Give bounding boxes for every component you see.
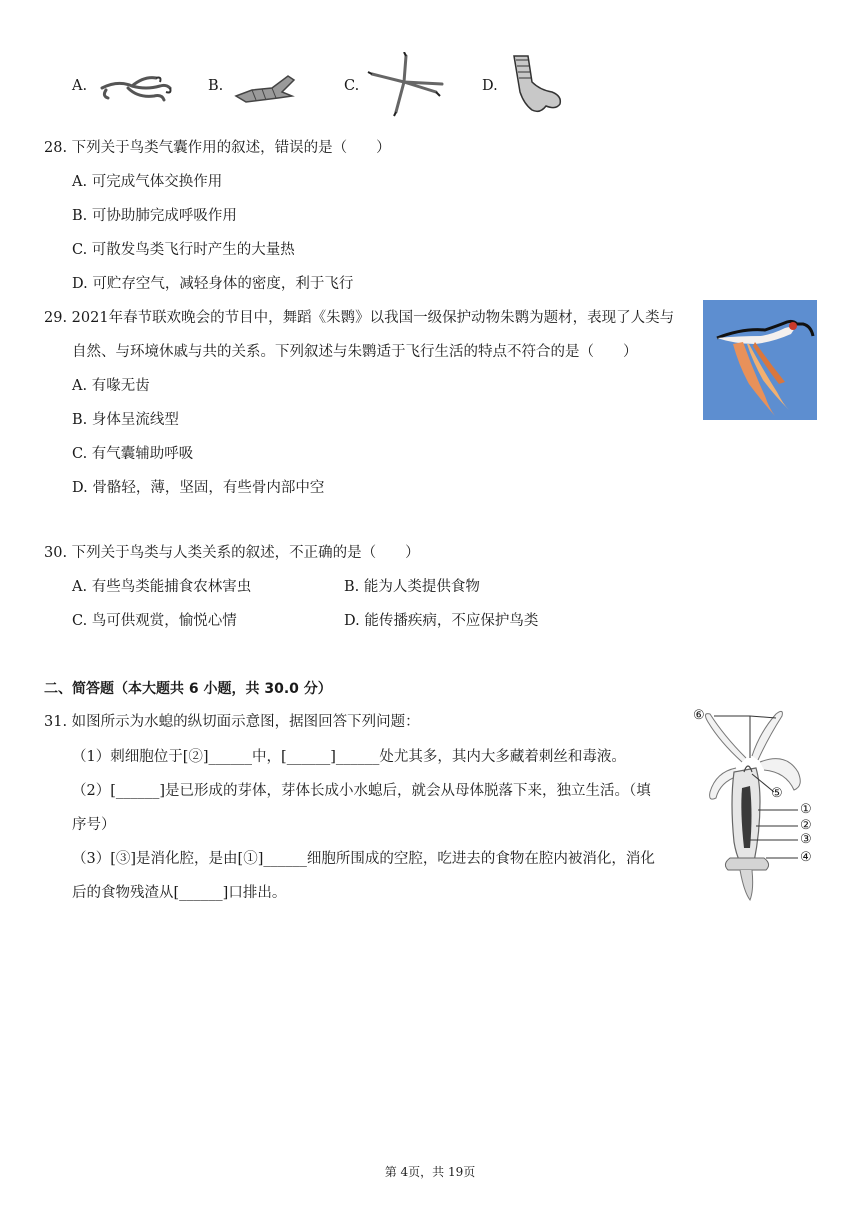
bird-foot-wading-icon: [366, 52, 446, 118]
question-31-part2-cont: 序号）: [72, 817, 116, 833]
question-30-stem: 30. 下列关于鸟类与人类关系的叙述，不正确的是（ ）: [44, 545, 420, 561]
question-28-stem: 28. 下列关于鸟类气囊作用的叙述，错误的是（ ）: [44, 140, 391, 156]
section-heading: 二、简答题（本大题共 6 小题，共 30.0 分）: [44, 681, 332, 697]
question-28-option-a: A. 可完成气体交换作用: [72, 174, 223, 190]
question-30-option-b: B. 能为人类提供食物: [344, 579, 480, 595]
question-29-option-d: D. 骨骼轻，薄，坚固，有些骨内部中空: [72, 480, 325, 496]
diagram-label-6: ⑥: [693, 708, 705, 723]
crested-ibis-photo: [703, 300, 817, 420]
question-30-option-c: C. 鸟可供观赏，愉悦心情: [72, 613, 237, 629]
diagram-label-2: ②: [800, 818, 812, 833]
bird-foot-webbed-icon: [232, 66, 300, 106]
option-letter: D.: [482, 78, 498, 94]
bird-foot-climbing-icon: [506, 52, 568, 118]
option-letter: B.: [208, 78, 224, 94]
question-31-part2: （2）[______]是已形成的芽体，芽体长成小水螅后，就会从母体脱落下来，独立生活。（填: [72, 783, 651, 799]
question-31-part3: （3）[③]是消化腔，是由[①]______细胞所围成的空腔，吃进去的食物在腔内被消化，消化: [72, 851, 655, 867]
option-letter: A.: [72, 78, 88, 94]
question-28-option-d: D. 可贮存空气，减轻身体的密度，利于飞行: [72, 276, 354, 292]
question-31-part3-cont: 后的食物残渣从[______]口排出。: [72, 885, 287, 901]
page-footer: 第 4页，共 19页: [384, 1165, 476, 1179]
question-30-option-d: D. 能传播疾病，不应保护鸟类: [344, 613, 539, 629]
bird-foot-grasping-icon: [98, 66, 174, 106]
question-28-option-c: C. 可散发鸟类飞行时产生的大量热: [72, 242, 295, 258]
diagram-label-5: ⑤: [771, 786, 783, 801]
diagram-label-4: ④: [800, 850, 812, 865]
question-29-option-b: B. 身体呈流线型: [72, 412, 179, 428]
question-31-stem: 31. 如图所示为水螅的纵切面示意图，据图回答下列问题：: [44, 714, 420, 730]
question-29-stem-line2: 自然、与环境休戚与共的关系。下列叙述与朱鹮适于飞行生活的特点不符合的是（ ）: [72, 344, 638, 360]
diagram-label-1: ①: [800, 802, 812, 817]
option-letter: C.: [344, 78, 360, 94]
question-29-option-a: A. 有喙无齿: [72, 378, 150, 394]
question-29-stem-line1: 29. 2021年春节联欢晚会的节目中，舞蹈《朱鹮》以我国一级保护动物朱鹮为题材，表现了人类与: [44, 310, 675, 326]
question-29-option-c: C. 有气囊辅助呼吸: [72, 446, 194, 462]
question-28-option-b: B. 可协助肺完成呼吸作用: [72, 208, 237, 224]
question-31-part1: （1）刺细胞位于[②]______中，[______]______处尤其多，其内大多藏着刺丝和毒液。: [72, 749, 626, 765]
diagram-label-3: ③: [800, 832, 812, 847]
question-30-option-a: A. 有些鸟类能捕食农林害虫: [72, 579, 252, 595]
